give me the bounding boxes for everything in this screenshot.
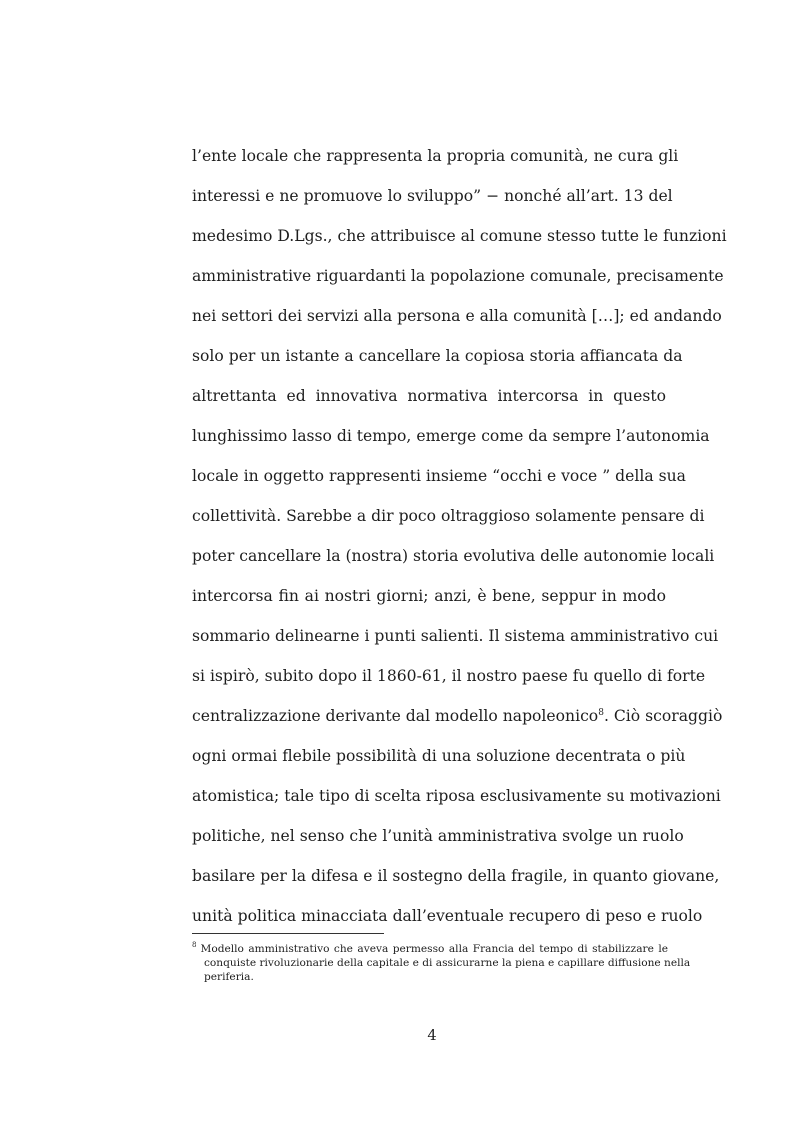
- text-line: basilare per la difesa e il sostegno della fragile, in quanto giovane,: [192, 867, 720, 885]
- text-line: politiche, nel senso che l’unità amministrativa svolge un ruolo: [192, 827, 684, 845]
- footnote-line: [192, 942, 668, 956]
- text-line: unità politica minacciata dall’eventuale recupero di peso e ruolo: [192, 907, 703, 925]
- footnote-reference[interactable]: 8: [598, 707, 604, 718]
- text-line: locale in oggetto rappresenti insieme “occhi e voce ” della sua: [192, 467, 686, 485]
- footnote-separator: [192, 933, 384, 934]
- text-line: sommario delinearne i punti salienti. Il sistema amministrativo cui: [192, 627, 719, 645]
- text-line: l’ente locale che rappresenta la propria comunità, ne cura gli: [192, 147, 679, 165]
- text-segment: . Ciò scoraggiò: [603, 707, 723, 725]
- text-line: lunghissimo lasso di tempo, emerge come da sempre l’autonomia: [192, 427, 710, 445]
- text-line: amministrative riguardanti la popolazione comunale, precisamente: [192, 267, 724, 285]
- footnote-text: Modello amministrativo che aveva permesso alla Francia del tempo di stabilizzare le: [200, 943, 668, 955]
- text-line: nei settori dei servizi alla persona e alla comunità […]; ed andando: [192, 307, 722, 325]
- text-line: intercorsa fin ai nostri giorni; anzi, è bene, seppur in modo: [192, 587, 666, 605]
- text-line: medesimo D.Lgs., che attribuisce al comune stesso tutte le funzioni: [192, 227, 727, 245]
- text-line: poter cancellare la (nostra) storia evolutiva delle autonomie locali: [192, 547, 715, 565]
- page-number: 4: [427, 1027, 437, 1044]
- footnote-line: conquiste rivoluzionarie della capitale e di assicurarne la piena e capillare diffusione nella: [204, 957, 691, 969]
- text-line: interessi e ne promuove lo sviluppo” − nonché all’art. 13 del: [192, 187, 673, 205]
- text-segment: centralizzazione derivante dal modello napoleonico: [192, 707, 599, 725]
- footnote-marker: 8: [192, 941, 197, 950]
- text-line: altrettanta ed innovativa normativa intercorsa in questo: [192, 387, 666, 405]
- footnote-line: periferia.: [204, 971, 254, 983]
- text-line: si ispirò, subito dopo il 1860-61, il nostro paese fu quello di forte: [192, 667, 706, 685]
- text-line: solo per un istante a cancellare la copiosa storia affiancata da: [192, 347, 683, 365]
- text-line: ogni ormai flebile possibilità di una soluzione decentrata o più: [192, 747, 686, 765]
- body-text: [192, 141, 727, 941]
- text-line: atomistica; tale tipo di scelta riposa esclusivamente su motivazioni: [192, 787, 721, 805]
- footnote: [192, 941, 691, 984]
- text-line: collettività. Sarebbe a dir poco oltraggioso solamente pensare di: [192, 507, 705, 525]
- text-line-with-footnote-ref: [192, 701, 723, 741]
